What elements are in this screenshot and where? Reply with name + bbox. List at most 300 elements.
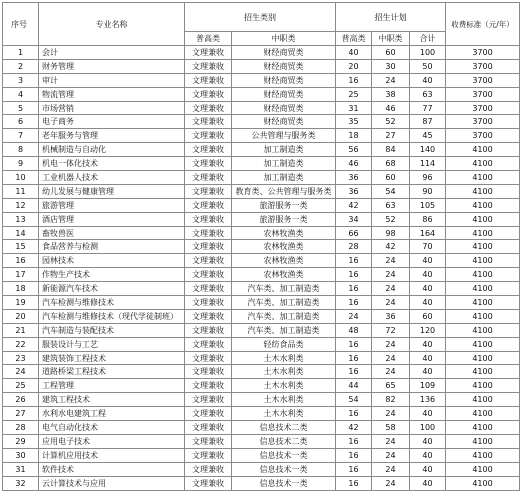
cell-major: 食品营养与检测 (39, 240, 185, 254)
cell-total: 63 (410, 87, 446, 101)
table-row (3, 101, 520, 115)
cell-general-plan: 25 (336, 87, 372, 101)
cell-vocational-plan: 24 (372, 296, 410, 310)
cell-vocational: 教育类、公共管理与服务类 (232, 184, 336, 198)
cell-vocational-plan: 84 (372, 143, 410, 157)
cell-vocational-plan: 24 (372, 351, 410, 365)
cell-seq: 7 (3, 129, 39, 143)
cell-total: 40 (410, 282, 446, 296)
cell-seq: 8 (3, 143, 39, 157)
cell-general: 文理兼收 (185, 434, 232, 448)
cell-total: 40 (410, 351, 446, 365)
cell-total: 114 (410, 157, 446, 171)
cell-general: 文理兼收 (185, 351, 232, 365)
cell-fee: 4100 (446, 448, 520, 462)
cell-vocational: 加工制造类 (232, 171, 336, 185)
col-header-category: 招生类别 (185, 3, 336, 32)
cell-vocational-plan: 24 (372, 282, 410, 296)
cell-vocational: 公共管理与服务类 (232, 129, 336, 143)
cell-fee: 4100 (446, 309, 520, 323)
cell-general: 文理兼收 (185, 337, 232, 351)
cell-vocational-plan: 36 (372, 309, 410, 323)
cell-major: 会计 (39, 46, 185, 60)
cell-general: 文理兼收 (185, 115, 232, 129)
cell-seq: 16 (3, 254, 39, 268)
cell-major: 机械制造与自动化 (39, 143, 185, 157)
cell-major: 水利水电建筑工程 (39, 407, 185, 421)
col-header-vocational: 中职类 (232, 32, 336, 46)
cell-seq: 18 (3, 282, 39, 296)
cell-vocational-plan: 52 (372, 115, 410, 129)
cell-general: 文理兼收 (185, 476, 232, 490)
cell-major: 电子商务 (39, 115, 185, 129)
cell-fee: 4100 (446, 254, 520, 268)
cell-fee: 4100 (446, 268, 520, 282)
cell-general: 文理兼收 (185, 254, 232, 268)
col-header-major: 专业名称 (39, 3, 185, 46)
cell-general: 文理兼收 (185, 129, 232, 143)
table-row (3, 46, 520, 60)
cell-vocational-plan: 24 (372, 448, 410, 462)
table-row (3, 254, 520, 268)
cell-seq: 25 (3, 379, 39, 393)
cell-vocational: 财经商贸类 (232, 115, 336, 129)
cell-general-plan: 46 (336, 157, 372, 171)
cell-general-plan: 16 (336, 365, 372, 379)
table-row (3, 407, 520, 421)
table-row (3, 143, 520, 157)
cell-seq: 11 (3, 184, 39, 198)
cell-seq: 27 (3, 407, 39, 421)
cell-general: 文理兼收 (185, 379, 232, 393)
table-row (3, 296, 520, 310)
cell-fee: 4100 (446, 323, 520, 337)
table-row (3, 87, 520, 101)
cell-general: 文理兼收 (185, 393, 232, 407)
col-header-seq: 序号 (3, 3, 39, 46)
cell-major: 市场营销 (39, 101, 185, 115)
cell-fee: 4100 (446, 157, 520, 171)
cell-general-plan: 31 (336, 101, 372, 115)
cell-vocational: 汽车类、加工制造类 (232, 296, 336, 310)
cell-major: 幼儿发展与健康管理 (39, 184, 185, 198)
cell-seq: 6 (3, 115, 39, 129)
header-row-1 (3, 3, 520, 32)
cell-fee: 3700 (446, 73, 520, 87)
cell-vocational: 农林牧渔类 (232, 254, 336, 268)
cell-vocational: 财经商贸类 (232, 101, 336, 115)
cell-general-plan: 56 (336, 143, 372, 157)
cell-general-plan: 16 (336, 448, 372, 462)
cell-vocational: 加工制造类 (232, 143, 336, 157)
col-header-general-plan: 普高类 (336, 32, 372, 46)
cell-general: 文理兼收 (185, 268, 232, 282)
cell-total: 40 (410, 462, 446, 476)
cell-general: 文理兼收 (185, 87, 232, 101)
cell-vocational: 信息技术一类 (232, 448, 336, 462)
cell-vocational: 土木水利类 (232, 365, 336, 379)
cell-general-plan: 28 (336, 240, 372, 254)
cell-general-plan: 42 (336, 421, 372, 435)
cell-vocational-plan: 24 (372, 73, 410, 87)
cell-general: 文理兼收 (185, 282, 232, 296)
cell-fee: 4100 (446, 282, 520, 296)
cell-seq: 2 (3, 59, 39, 73)
cell-seq: 4 (3, 87, 39, 101)
cell-major: 电气自动化技术 (39, 421, 185, 435)
cell-vocational-plan: 24 (372, 337, 410, 351)
cell-vocational: 土木水利类 (232, 379, 336, 393)
cell-general: 文理兼收 (185, 73, 232, 87)
cell-vocational-plan: 30 (372, 59, 410, 73)
cell-seq: 15 (3, 240, 39, 254)
table-row (3, 323, 520, 337)
cell-total: 40 (410, 448, 446, 462)
col-header-general: 普高类 (185, 32, 232, 46)
cell-vocational: 农林牧渔类 (232, 226, 336, 240)
cell-vocational-plan: 65 (372, 379, 410, 393)
col-header-total: 合计 (410, 32, 446, 46)
cell-general-plan: 36 (336, 171, 372, 185)
cell-seq: 1 (3, 46, 39, 60)
cell-vocational-plan: 72 (372, 323, 410, 337)
cell-vocational: 财经商贸类 (232, 59, 336, 73)
cell-total: 87 (410, 115, 446, 129)
cell-seq: 19 (3, 296, 39, 310)
cell-fee: 4100 (446, 296, 520, 310)
cell-total: 100 (410, 421, 446, 435)
cell-vocational-plan: 63 (372, 198, 410, 212)
cell-general-plan: 16 (336, 434, 372, 448)
cell-vocational: 土木水利类 (232, 393, 336, 407)
cell-fee: 4100 (446, 226, 520, 240)
cell-general: 文理兼收 (185, 407, 232, 421)
cell-vocational-plan: 24 (372, 462, 410, 476)
col-header-fee: 收费标准（元/年） (446, 3, 520, 46)
cell-vocational: 信息技术二类 (232, 434, 336, 448)
cell-major: 作物生产技术 (39, 268, 185, 282)
cell-general: 文理兼收 (185, 157, 232, 171)
cell-total: 136 (410, 393, 446, 407)
cell-general-plan: 20 (336, 59, 372, 73)
cell-fee: 3700 (446, 59, 520, 73)
table-row (3, 421, 520, 435)
cell-major: 工业机器人技术 (39, 171, 185, 185)
cell-major: 云计算技术与应用 (39, 476, 185, 490)
cell-total: 45 (410, 129, 446, 143)
cell-seq: 20 (3, 309, 39, 323)
cell-seq: 10 (3, 171, 39, 185)
cell-vocational-plan: 38 (372, 87, 410, 101)
cell-seq: 21 (3, 323, 39, 337)
cell-general-plan: 16 (336, 73, 372, 87)
cell-major: 老年服务与管理 (39, 129, 185, 143)
cell-vocational-plan: 82 (372, 393, 410, 407)
cell-seq: 22 (3, 337, 39, 351)
cell-major: 建筑装饰工程技术 (39, 351, 185, 365)
cell-fee: 4100 (446, 143, 520, 157)
cell-fee: 4100 (446, 476, 520, 490)
cell-seq: 28 (3, 421, 39, 435)
cell-vocational: 汽车类、加工制造类 (232, 309, 336, 323)
cell-general-plan: 48 (336, 323, 372, 337)
cell-fee: 4100 (446, 184, 520, 198)
cell-vocational-plan: 24 (372, 434, 410, 448)
table-row (3, 337, 520, 351)
cell-total: 109 (410, 379, 446, 393)
cell-major: 计算机应用技术 (39, 448, 185, 462)
cell-major: 汽车制造与装配技术 (39, 323, 185, 337)
cell-seq: 29 (3, 434, 39, 448)
table-row (3, 198, 520, 212)
cell-vocational-plan: 24 (372, 476, 410, 490)
cell-major: 道路桥梁工程技术 (39, 365, 185, 379)
table-row (3, 59, 520, 73)
cell-major: 审计 (39, 73, 185, 87)
cell-general: 文理兼收 (185, 365, 232, 379)
table-row (3, 184, 520, 198)
cell-vocational: 汽车类、加工制造类 (232, 282, 336, 296)
cell-major: 财务管理 (39, 59, 185, 73)
cell-total: 90 (410, 184, 446, 198)
cell-fee: 4100 (446, 198, 520, 212)
cell-major: 服装设计与工艺 (39, 337, 185, 351)
cell-vocational: 轻纺食品类 (232, 337, 336, 351)
cell-general: 文理兼收 (185, 143, 232, 157)
cell-total: 77 (410, 101, 446, 115)
cell-general-plan: 66 (336, 226, 372, 240)
cell-fee: 4100 (446, 365, 520, 379)
table-row (3, 379, 520, 393)
cell-vocational-plan: 27 (372, 129, 410, 143)
table-row (3, 226, 520, 240)
cell-seq: 24 (3, 365, 39, 379)
table-body (3, 46, 520, 491)
cell-seq: 23 (3, 351, 39, 365)
cell-general-plan: 44 (336, 379, 372, 393)
cell-vocational: 财经商贸类 (232, 87, 336, 101)
cell-fee: 4100 (446, 407, 520, 421)
cell-general: 文理兼收 (185, 226, 232, 240)
cell-general: 文理兼收 (185, 171, 232, 185)
table-row (3, 351, 520, 365)
cell-vocational-plan: 46 (372, 101, 410, 115)
cell-general-plan: 16 (336, 254, 372, 268)
cell-general-plan: 16 (336, 476, 372, 490)
table-row (3, 73, 520, 87)
cell-fee: 4100 (446, 379, 520, 393)
table-row (3, 240, 520, 254)
table-row (3, 309, 520, 323)
cell-general-plan: 35 (336, 115, 372, 129)
cell-fee: 4100 (446, 351, 520, 365)
table-row (3, 476, 520, 490)
cell-vocational-plan: 24 (372, 407, 410, 421)
cell-general-plan: 16 (336, 296, 372, 310)
cell-vocational: 农林牧渔类 (232, 240, 336, 254)
cell-seq: 5 (3, 101, 39, 115)
cell-vocational-plan: 42 (372, 240, 410, 254)
table-row (3, 171, 520, 185)
cell-fee: 3700 (446, 115, 520, 129)
enrollment-table (2, 2, 520, 491)
cell-total: 105 (410, 198, 446, 212)
cell-general-plan: 16 (336, 282, 372, 296)
cell-total: 140 (410, 143, 446, 157)
cell-vocational: 信息技术二类 (232, 421, 336, 435)
cell-vocational-plan: 68 (372, 157, 410, 171)
cell-general: 文理兼收 (185, 323, 232, 337)
cell-total: 50 (410, 59, 446, 73)
cell-vocational: 财经商贸类 (232, 46, 336, 60)
cell-fee: 4100 (446, 393, 520, 407)
cell-fee: 3700 (446, 101, 520, 115)
cell-general-plan: 16 (336, 268, 372, 282)
cell-seq: 30 (3, 448, 39, 462)
cell-fee: 3700 (446, 87, 520, 101)
cell-major: 机电一体化技术 (39, 157, 185, 171)
cell-vocational-plan: 54 (372, 184, 410, 198)
cell-general: 文理兼收 (185, 421, 232, 435)
cell-total: 70 (410, 240, 446, 254)
table-row (3, 282, 520, 296)
cell-seq: 12 (3, 198, 39, 212)
cell-total: 100 (410, 46, 446, 60)
cell-total: 96 (410, 171, 446, 185)
cell-vocational-plan: 24 (372, 254, 410, 268)
cell-total: 40 (410, 476, 446, 490)
cell-major: 工程管理 (39, 379, 185, 393)
cell-fee: 4100 (446, 212, 520, 226)
cell-fee: 3700 (446, 46, 520, 60)
cell-fee: 4100 (446, 462, 520, 476)
table-row (3, 268, 520, 282)
cell-major: 汽车检测与维修技术 (39, 296, 185, 310)
cell-major: 新能源汽车技术 (39, 282, 185, 296)
cell-seq: 32 (3, 476, 39, 490)
cell-major: 汽车检测与维修技术（现代学徒制班） (39, 309, 185, 323)
cell-major: 应用电子技术 (39, 434, 185, 448)
cell-total: 40 (410, 365, 446, 379)
cell-general-plan: 16 (336, 337, 372, 351)
cell-vocational: 信息技术一类 (232, 476, 336, 490)
cell-vocational-plan: 58 (372, 421, 410, 435)
cell-vocational-plan: 60 (372, 171, 410, 185)
cell-general: 文理兼收 (185, 296, 232, 310)
cell-seq: 3 (3, 73, 39, 87)
cell-fee: 4100 (446, 434, 520, 448)
cell-total: 40 (410, 268, 446, 282)
cell-vocational-plan: 60 (372, 46, 410, 60)
cell-major: 旅游管理 (39, 198, 185, 212)
cell-general: 文理兼收 (185, 212, 232, 226)
cell-major: 软件技术 (39, 462, 185, 476)
table-row (3, 393, 520, 407)
cell-major: 建筑工程技术 (39, 393, 185, 407)
cell-major: 畜牧兽医 (39, 226, 185, 240)
col-header-plan: 招生计划 (336, 3, 446, 32)
table-row (3, 448, 520, 462)
cell-general: 文理兼收 (185, 59, 232, 73)
cell-general-plan: 36 (336, 184, 372, 198)
cell-seq: 14 (3, 226, 39, 240)
table-row (3, 115, 520, 129)
cell-vocational-plan: 24 (372, 268, 410, 282)
cell-general-plan: 18 (336, 129, 372, 143)
table-row (3, 365, 520, 379)
cell-total: 40 (410, 337, 446, 351)
cell-fee: 4100 (446, 171, 520, 185)
cell-vocational: 土木水利类 (232, 407, 336, 421)
cell-major: 酒店管理 (39, 212, 185, 226)
cell-general-plan: 16 (336, 351, 372, 365)
col-header-vocational-plan: 中职类 (372, 32, 410, 46)
cell-vocational: 汽车类、加工制造类 (232, 323, 336, 337)
cell-vocational: 旅游服务一类 (232, 198, 336, 212)
cell-general: 文理兼收 (185, 184, 232, 198)
cell-vocational: 土木水利类 (232, 351, 336, 365)
cell-vocational: 旅游服务一类 (232, 212, 336, 226)
cell-general: 文理兼收 (185, 240, 232, 254)
cell-fee: 4100 (446, 421, 520, 435)
cell-major: 物流管理 (39, 87, 185, 101)
cell-fee: 4100 (446, 240, 520, 254)
cell-total: 164 (410, 226, 446, 240)
cell-general-plan: 40 (336, 46, 372, 60)
cell-general-plan: 16 (336, 407, 372, 421)
cell-general: 文理兼收 (185, 448, 232, 462)
cell-seq: 9 (3, 157, 39, 171)
cell-vocational: 农林牧渔类 (232, 268, 336, 282)
cell-general-plan: 42 (336, 198, 372, 212)
table-row (3, 129, 520, 143)
cell-general: 文理兼收 (185, 198, 232, 212)
cell-seq: 26 (3, 393, 39, 407)
table-row (3, 212, 520, 226)
cell-total: 40 (410, 296, 446, 310)
cell-total: 40 (410, 434, 446, 448)
cell-seq: 17 (3, 268, 39, 282)
cell-seq: 31 (3, 462, 39, 476)
cell-general-plan: 54 (336, 393, 372, 407)
cell-total: 60 (410, 309, 446, 323)
cell-total: 40 (410, 407, 446, 421)
cell-general-plan: 16 (336, 462, 372, 476)
table-row (3, 462, 520, 476)
cell-total: 40 (410, 254, 446, 268)
cell-general-plan: 34 (336, 212, 372, 226)
cell-major: 园林技术 (39, 254, 185, 268)
table-row (3, 157, 520, 171)
cell-vocational: 加工制造类 (232, 157, 336, 171)
cell-seq: 13 (3, 212, 39, 226)
cell-general: 文理兼收 (185, 462, 232, 476)
cell-general-plan: 24 (336, 309, 372, 323)
cell-total: 120 (410, 323, 446, 337)
cell-fee: 3700 (446, 129, 520, 143)
cell-general: 文理兼收 (185, 309, 232, 323)
cell-vocational-plan: 24 (372, 365, 410, 379)
cell-vocational: 财经商贸类 (232, 73, 336, 87)
cell-total: 86 (410, 212, 446, 226)
cell-total: 40 (410, 73, 446, 87)
table-row (3, 434, 520, 448)
cell-vocational: 信息技术一类 (232, 462, 336, 476)
cell-general: 文理兼收 (185, 46, 232, 60)
cell-general: 文理兼收 (185, 101, 232, 115)
cell-fee: 4100 (446, 337, 520, 351)
cell-vocational-plan: 52 (372, 212, 410, 226)
